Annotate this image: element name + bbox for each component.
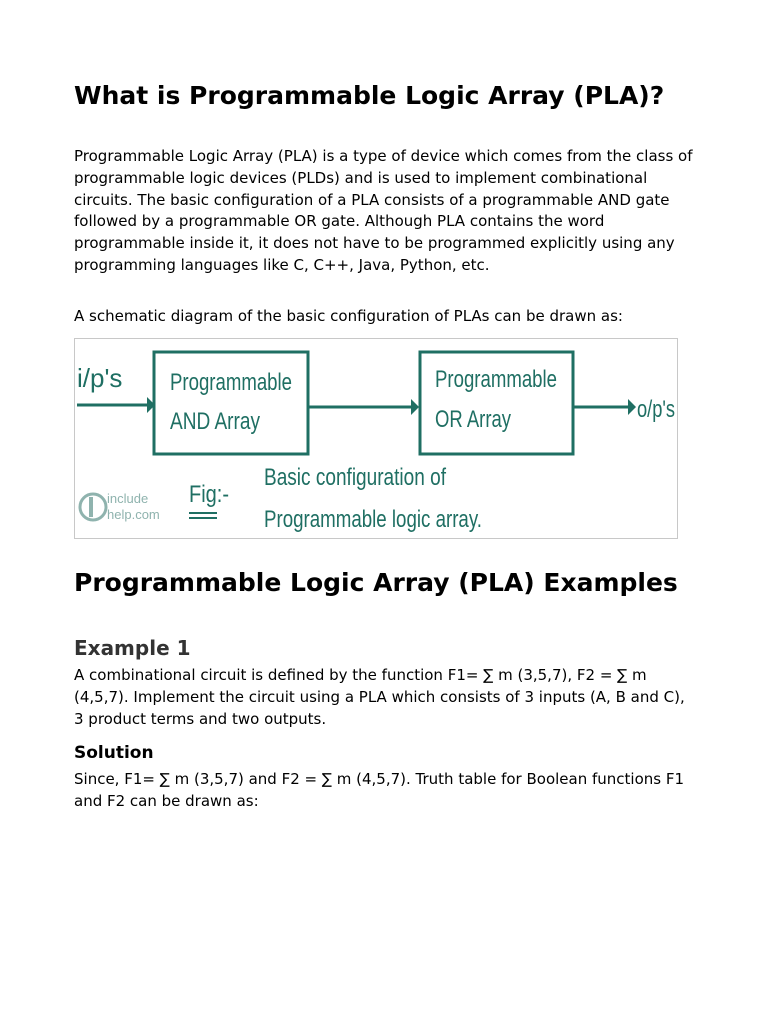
svg-text:help.com: help.com bbox=[107, 507, 160, 522]
page-title: What is Programmable Logic Array (PLA)? bbox=[74, 81, 665, 110]
example-1-paragraph: A combinational circuit is defined by the function F1= ∑ m (3,5,7), F2 = ∑ m (4,5,7). Implement the circuit using a PLA which consists of 3 inputs (A, B and C), 3 product terms and two outputs. bbox=[74, 666, 685, 728]
solution-heading: Solution bbox=[74, 743, 154, 763]
and-box-line1: Programmable bbox=[170, 369, 292, 396]
input-label: i/p's bbox=[77, 363, 123, 393]
figure-caption-line1: Basic configuration of bbox=[264, 464, 447, 491]
solution-paragraph: Since, F1= ∑ m (3,5,7) and F2 = ∑ m (4,5,7). Truth table for Boolean functions F1 and F2 can be drawn as: bbox=[74, 770, 685, 810]
svg-text:include: include bbox=[107, 491, 149, 506]
schematic-intro-paragraph: A schematic diagram of the basic configuration of PLAs can be drawn as: bbox=[74, 307, 623, 325]
example-1-heading: Example 1 bbox=[74, 636, 191, 660]
pla-configuration-figure bbox=[74, 338, 678, 539]
fig-label: Fig:- bbox=[189, 481, 229, 508]
output-label: o/p's bbox=[637, 396, 675, 423]
examples-heading: Programmable Logic Array (PLA) Examples bbox=[74, 568, 678, 597]
and-to-or-arrowhead bbox=[411, 399, 419, 415]
and-array-box bbox=[154, 352, 308, 454]
or-box-line2: OR Array bbox=[435, 406, 511, 433]
output-arrowhead bbox=[628, 399, 636, 415]
or-box-line1: Programmable bbox=[435, 366, 557, 393]
and-box-line2: AND Array bbox=[170, 408, 260, 435]
figure-caption-line2: Programmable logic array. bbox=[264, 506, 482, 533]
includehelp-logo bbox=[80, 491, 160, 522]
intro-paragraph: Programmable Logic Array (PLA) is a type of device which comes from the class of programmable logic devices (PLDs) and is used to implement combinational circuits. The basic configuration of a PLA consists of a programmable AND gate followed by a programmable OR gate. Although PLA contains the word programmable inside it, it does not have to be programmed explicitly using any programming languages like C, C++, Java, Python, etc. bbox=[74, 147, 693, 274]
